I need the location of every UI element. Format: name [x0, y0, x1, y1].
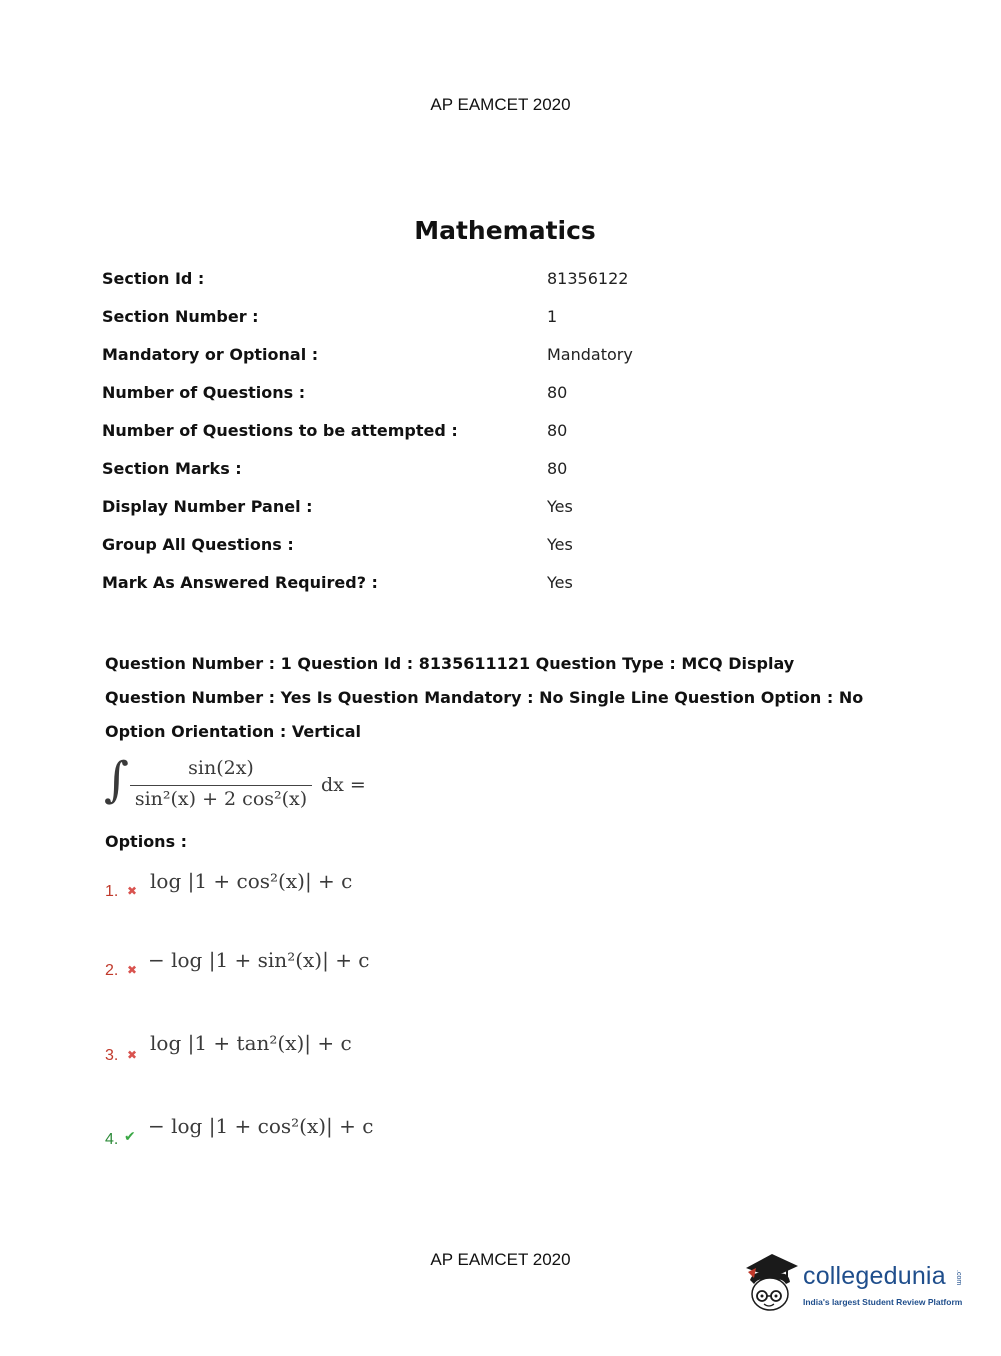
option-expression: − log |1 + sin²(x)| + c	[148, 948, 370, 972]
integral-sign: ∫	[104, 752, 130, 808]
page-header: AP EAMCET 2020	[430, 95, 571, 114]
section-marks-value: 80	[547, 459, 568, 478]
section-title: Mathematics	[414, 216, 596, 245]
collegedunia-logo	[742, 1250, 982, 1320]
wrong-icon: ✖	[127, 884, 138, 898]
mandatory-value: Mandatory	[547, 345, 633, 364]
question-meta: Question Number : 1 Question Id : 8135611121 Question Type : MCQ Display Question Number : Yes Is Question Mandatory : No Single Line Question Option : No Option Orientation : Vertical	[105, 654, 864, 741]
option-number: 1.	[105, 883, 119, 900]
display-panel-label: Display Number Panel :	[102, 497, 313, 516]
brand-tagline: India's largest Student Review Platform	[803, 1297, 963, 1307]
brand-domain: .com	[955, 1270, 962, 1286]
section-id-label: Section Id :	[102, 269, 205, 288]
wrong-icon: ✖	[127, 1048, 138, 1062]
section-number-label: Section Number :	[102, 307, 259, 326]
mascot-icon	[742, 1250, 802, 1318]
display-panel-value: Yes	[547, 497, 573, 516]
brand-name: collegedunia	[803, 1262, 946, 1290]
option-number: 3.	[105, 1047, 119, 1064]
num-attempt-label: Number of Questions to be attempted :	[102, 421, 458, 440]
option-expression: log |1 + tan²(x)| + c	[150, 1031, 352, 1055]
integral-suffix: dx =	[321, 774, 366, 796]
mandatory-label: Mandatory or Optional :	[102, 345, 319, 364]
integrand-denominator: sin²(x) + 2 cos²(x)	[134, 788, 308, 810]
option-expression: log |1 + cos²(x)| + c	[150, 869, 353, 893]
options-label: Options :	[105, 832, 188, 851]
num-questions-label: Number of Questions :	[102, 383, 306, 402]
group-questions-label: Group All Questions :	[102, 535, 294, 554]
integrand-numerator: sin(2x)	[188, 757, 254, 779]
group-questions-value: Yes	[547, 535, 573, 554]
mark-answered-value: Yes	[547, 573, 573, 592]
wrong-icon: ✖	[127, 963, 138, 977]
num-attempt-value: 80	[547, 421, 568, 440]
page-footer: AP EAMCET 2020	[430, 1250, 571, 1269]
num-questions-value: 80	[547, 383, 568, 402]
fraction-bar	[130, 785, 312, 786]
option-number: 2.	[105, 962, 119, 979]
option-expression: − log |1 + cos²(x)| + c	[148, 1114, 374, 1138]
section-id-value: 81356122	[547, 269, 629, 288]
section-marks-label: Section Marks :	[102, 459, 242, 478]
option-number: 4.	[105, 1131, 119, 1148]
section-number-value: 1	[547, 307, 558, 326]
check-icon: ✔	[124, 1129, 136, 1145]
mark-answered-label: Mark As Answered Required? :	[102, 573, 378, 592]
